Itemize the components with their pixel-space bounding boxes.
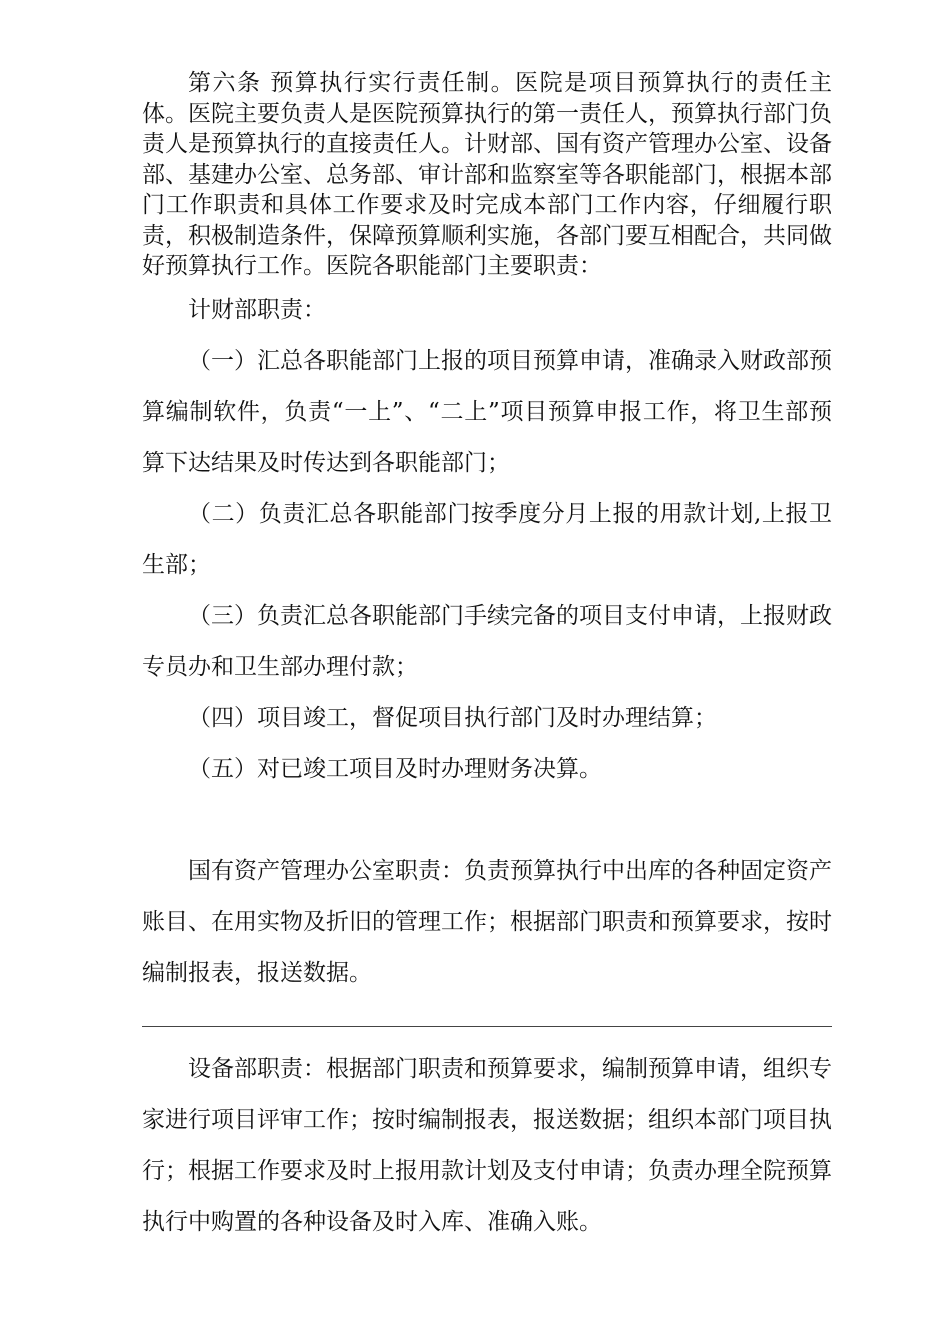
finance-item-2: （二）负责汇总各职能部门按季度分月上报的用款计划,上报卫生部；	[142, 500, 832, 578]
finance-item-1: （一）汇总各职能部门上报的项目预算申请，准确录入财政部预算编制软件，负责“一上”、“二上”项目预算申报工作，将卫生部预算下达结果及时传达到各职能部门；	[142, 347, 832, 476]
assets-office-paragraph: 国有资产管理办公室职责：负责预算执行中出库的各种固定资产账目、在用实物及折旧的管理工作；根据部门职责和预算要求，按时编制报表，报送数据。	[142, 857, 832, 986]
document-page	[142, 68, 832, 1248]
equipment-dept-paragraph: 设备部职责：根据部门职责和预算要求，编制预算申请，组织专家进行项目评审工作；按时编制报表，报送数据；组织本部门项目执行；根据工作要求及时上报用款计划及支付申请；负责办理全院预算执行中购置的各种设备及时入库、准确入账。	[142, 1055, 832, 1235]
finance-item-3: （三）负责汇总各职能部门手续完备的项目支付申请，上报财政专员办和卫生部办理付款；	[142, 602, 832, 680]
article-6-paragraph: 第六条 预算执行实行责任制。医院是项目预算执行的责任主体。医院主要负责人是医院预算执行的第一责任人，预算执行部门负责人是预算执行的直接责任人。计财部、国有资产管理办公室、设备部、基建办公室、总务部、审计部和监察室等各职能部门，根据本部门工作职责和具体工作要求及时完成本部门工作内容，仔细履行职责，积极制造条件，保障预算顺利实施，各部门要互相配合，共同做好预算执行工作。医院各职能部门主要职责：	[142, 70, 832, 279]
section-divider	[142, 1026, 832, 1027]
finance-item-4: （四）项目竣工，督促项目执行部门及时办理结算；	[188, 704, 717, 731]
finance-duties-heading: 计财部职责：	[188, 296, 326, 323]
finance-item-5: （五）对已竣工项目及时办理财务决算。	[188, 755, 602, 782]
